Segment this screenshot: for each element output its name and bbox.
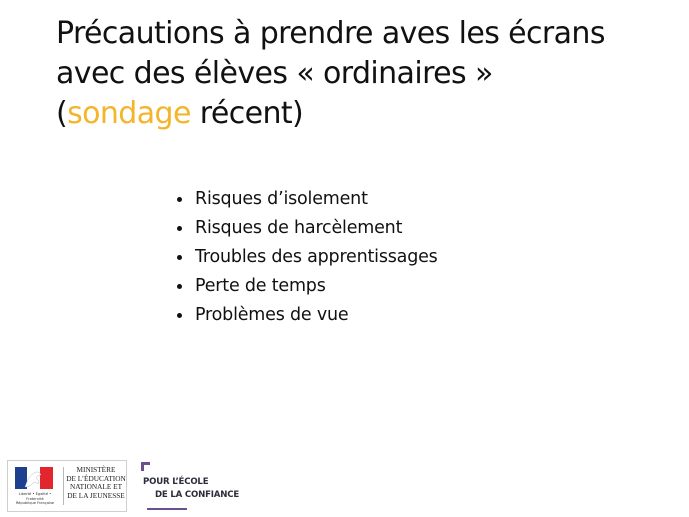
bullet-item [174, 185, 438, 214]
bullet-item [174, 214, 438, 243]
title-line-3-rest: récent) [190, 96, 304, 131]
bullet-dot-icon [177, 197, 182, 202]
bullet-text: Risques d’isolement [195, 189, 368, 209]
title-highlight-word: sondage [67, 96, 191, 131]
bullet-item [174, 243, 438, 272]
ministry-divider [63, 467, 64, 505]
marianne-motto: Liberté • Égalité • Fraternité [18, 492, 52, 501]
ministry-logo [7, 460, 127, 512]
bullet-text: Perte de temps [195, 276, 326, 296]
marianne-flag-icon [15, 467, 53, 489]
ministry-line: DE LA JEUNESSE [67, 490, 125, 500]
corner-bracket-icon [141, 462, 150, 471]
bullet-dot-icon [177, 226, 182, 231]
bullet-dot-icon [177, 284, 182, 289]
bullet-item [174, 301, 438, 330]
title-line-1: Précautions à prendre aves les écrans [56, 16, 605, 51]
bullet-list [174, 185, 438, 330]
confiance-line-1: POUR L’ÉCOLE [143, 477, 209, 487]
ministry-line: NATIONALE ET [69, 482, 123, 492]
marianne-caption [13, 492, 57, 506]
bullet-text: Troubles des apprentissages [195, 247, 438, 267]
bullet-dot-icon [177, 255, 182, 260]
title-line-3 [56, 94, 676, 134]
confiance-underline [147, 508, 187, 510]
slide-title [56, 14, 676, 134]
marianne-republic: République Française [15, 501, 55, 505]
confiance-logo [141, 462, 247, 514]
bullet-dot-icon [177, 313, 182, 318]
bullet-text: Risques de harcèlement [195, 218, 403, 238]
confiance-line-2: DE LA CONFIANCE [155, 490, 240, 500]
title-line-2: avec des élèves « ordinaires » [56, 56, 493, 91]
title-open-paren: ( [56, 96, 68, 131]
ministry-line: MINISTÈRE [76, 465, 116, 474]
bullet-item [174, 272, 438, 301]
confiance-slogan [143, 476, 239, 502]
ministry-line: DE L’ÉDUCATION [66, 473, 126, 483]
bullet-text: Problèmes de vue [195, 305, 349, 325]
ministry-name [66, 466, 126, 500]
